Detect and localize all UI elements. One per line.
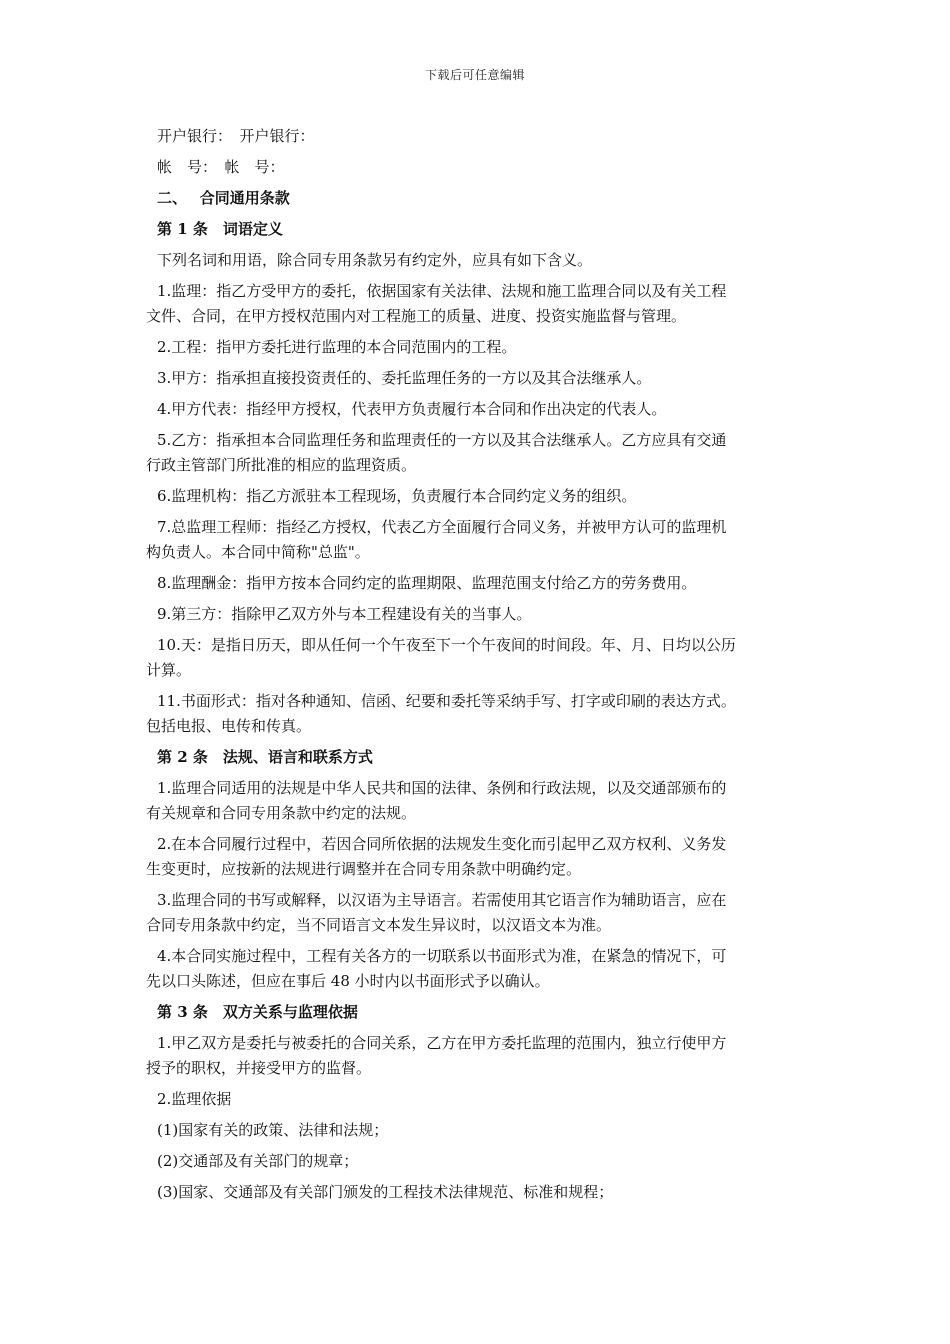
clause-line: 4.本合同实施过程中，工程有关各方的一切联系以书面形式为准，在紧急的情况下，可 [157,947,727,965]
clause-paragraph [146,397,798,422]
clause-line: 2.在本合同履行过程中，若因合同所依据的法规发生变化而引起甲乙双方权利、义务发 [157,835,727,853]
clause-line-continued: 行政主管部门所批准的相应的监理资质。 [146,456,417,474]
clause-line: 3.甲方：指承担直接投资责任的、委托监理任务的一方以及其合法继承人。 [157,369,652,387]
clause-line: 6.监理机构：指乙方派驻本工程现场，负责履行本合同约定义务的组织。 [157,487,637,505]
clause-line: 3.监理合同的书写或解释，以汉语为主导语言。若需使用其它语言作为辅助语言，应在 [157,891,727,909]
clause-paragraph [146,633,798,683]
clause-line: 7.总监理工程师：指经乙方授权，代表乙方全面履行合同义务，并被甲方认可的监理机 [157,518,727,536]
article-3-items [146,1031,798,1205]
account-line: 帐 号： 帐 号： [157,158,285,176]
clause-line: (2)交通部及有关部门的规章； [157,1152,359,1170]
clause-paragraph [146,366,798,391]
clause-paragraph [146,1149,798,1174]
clause-paragraph [146,279,798,329]
clause-paragraph [146,1180,798,1205]
clause-line: 11.书面形式：指对各种通知、信函、纪要和委托等采纳手写、打字或印刷的表达方式。 [157,692,736,710]
clause-paragraph [146,335,798,360]
clause-line: 2.工程：指甲方委托进行监理的本合同范围内的工程。 [157,338,517,356]
clause-line-continued: 有关规章和合同专用条款中约定的法规。 [146,804,417,822]
clause-line: 8.监理酬金：指甲方按本合同约定的监理期限、监理范围支付给乙方的劳务费用。 [157,574,697,592]
clause-line-continued: 构负责人。本合同中简称"总监"。 [146,543,370,561]
clause-line-continued: 合同专用条款中约定，当不同语言文本发生异议时，以汉语文本为准。 [146,916,612,934]
clause-line: 4.甲方代表：指经甲方授权，代表甲方负责履行本合同和作出决定的代表人。 [157,400,667,418]
article-3-title: 第 3 条 双方关系与监理依据 [157,1003,358,1021]
clause-line: 1.甲乙双方是委托与被委托的合同关系，乙方在甲方委托监理的范围内，独立行使甲方 [157,1034,727,1052]
clause-paragraph [146,1031,798,1081]
clause-paragraph [146,1118,798,1143]
clause-paragraph [146,602,798,627]
clause-paragraph [146,832,798,882]
clause-line: 1.监理合同适用的法规是中华人民共和国的法律、条例和行政法规，以及交通部颁布的 [157,779,727,797]
clause-line: 10.天：是指日历天，即从任何一个午夜至下一个午夜间的时间段。年、月、日均以公历 [157,636,736,654]
clause-line-continued: 生变更时，应按新的法规进行调整并在合同专用条款中明确约定。 [146,860,582,878]
clause-line: (1)国家有关的政策、法律和法规； [157,1121,389,1139]
clause-line-continued: 文件、合同，在甲方授权范围内对工程施工的质量、进度、投资实施监督与管理。 [146,307,687,325]
article-1-items [146,279,798,739]
article-2-title: 第 2 条 法规、语言和联系方式 [157,748,373,766]
clause-line-continued: 包括电报、电传和传真。 [146,717,312,735]
clause-line-continued: 授予的职权，并接受甲方的监督。 [146,1059,372,1077]
clause-paragraph [146,428,798,478]
clause-line: 1.监理：指乙方受甲方的委托，依据国家有关法律、法规和施工监理合同以及有关工程 [157,282,727,300]
clause-line: 5.乙方：指承担本合同监理任务和监理责任的一方以及其合法继承人。乙方应具有交通 [157,431,727,449]
clause-line-continued: 计算。 [146,661,192,679]
clause-line-continued: 先以口头陈述，但应在事后 48 小时内以书面形式予以确认。 [146,972,550,990]
clause-line: 9.第三方：指除甲乙双方外与本工程建设有关的当事人。 [157,605,532,623]
article-2-items [146,776,798,994]
clause-paragraph [146,515,798,565]
clause-paragraph [146,689,798,739]
document-body [146,124,798,1211]
clause-paragraph [146,776,798,826]
clause-line: (3)国家、交通部及有关部门颁发的工程技术法律规范、标准和规程； [157,1183,614,1201]
clause-paragraph [146,944,798,994]
clause-paragraph [146,484,798,509]
page-header: 下载后可任意编辑 [424,68,525,82]
clause-paragraph [146,571,798,596]
article-1-title: 第 1 条 词语定义 [157,220,283,238]
section-title: 二、 合同通用条款 [157,189,290,207]
clause-paragraph [146,1087,798,1112]
bank-line: 开户银行： 开户银行： [157,127,315,145]
clause-line: 2.监理依据 [157,1090,232,1108]
article-1-intro: 下列名词和用语，除合同专用条款另有约定外，应具有如下含义。 [157,251,593,269]
clause-paragraph [146,888,798,938]
